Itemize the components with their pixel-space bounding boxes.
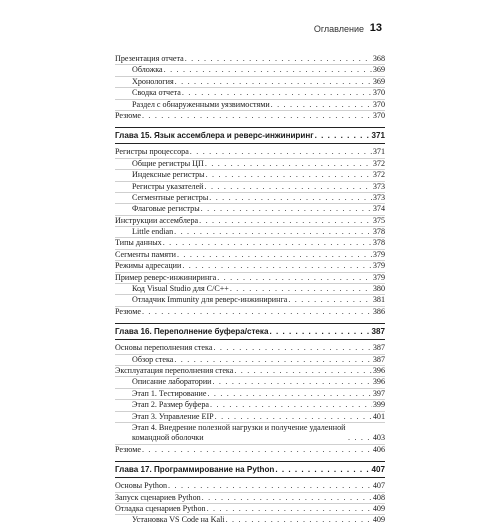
dot-leader <box>142 111 372 121</box>
dot-leader <box>213 343 371 353</box>
toc-entry-page: 373 <box>372 181 385 191</box>
toc-entry-page: 381 <box>372 295 385 305</box>
chapter-heading[interactable] <box>115 461 385 478</box>
toc-entry-title: Индексные регистры <box>132 170 205 180</box>
toc-entry-page: 369 <box>372 65 385 75</box>
toc-entry-page: 370 <box>372 99 385 109</box>
toc-entry[interactable] <box>115 294 385 305</box>
toc-entry[interactable] <box>115 388 385 399</box>
toc-entry-title: Установка VS Code на Kali <box>132 515 225 525</box>
toc-intro-block <box>115 54 385 121</box>
toc-entry-title: Отладчик Immunity для реверс-инжиниринга <box>132 295 288 305</box>
chapter-page: 387 <box>371 327 385 337</box>
toc-entry-page: 387 <box>372 354 385 364</box>
toc-entry[interactable] <box>115 181 385 192</box>
dot-leader <box>215 412 372 422</box>
page-number: 13 <box>369 22 382 34</box>
chapter-title: Глава 15. Язык ассемблера и реверс-инжиниринг <box>115 131 314 141</box>
dot-leader <box>174 227 372 237</box>
dot-leader <box>348 433 372 443</box>
chapter-title: Глава 17. Программирование на Python <box>115 465 275 475</box>
toc-entry-page: 372 <box>372 170 385 180</box>
toc-entry-page: 375 <box>372 215 385 225</box>
chapter-heading[interactable] <box>115 127 385 144</box>
dot-leader <box>230 284 372 294</box>
toc-entry[interactable] <box>115 514 385 525</box>
toc-entry-page: 407 <box>372 481 385 491</box>
toc-entry[interactable] <box>115 203 385 214</box>
chapter-page: 371 <box>371 131 385 141</box>
toc-entry-title: Хронология <box>132 76 174 86</box>
toc-entry-page: 399 <box>372 400 385 410</box>
dot-leader <box>205 159 372 169</box>
toc-entry-page: 370 <box>372 110 385 120</box>
dot-leader <box>288 295 372 305</box>
toc-entry-title: Сегменты памяти <box>115 249 176 259</box>
toc-entry-title: Код Visual Studio для C/C++ <box>132 284 229 294</box>
toc-entry[interactable] <box>115 215 385 226</box>
toc-entry-page: 396 <box>372 365 385 375</box>
toc-entry[interactable] <box>115 283 385 294</box>
toc-entry[interactable] <box>115 272 385 283</box>
toc-entry-page: 373 <box>372 192 385 202</box>
toc-entry-title: Этап 1. Тестирование <box>132 388 207 398</box>
chapter-entries <box>115 481 385 526</box>
toc-entry-title: Пример реверс-инжиниринга <box>115 272 217 282</box>
toc-entry[interactable] <box>115 365 385 376</box>
toc-entry[interactable] <box>115 110 385 121</box>
toc-entry[interactable] <box>115 87 385 98</box>
toc-entry[interactable] <box>115 249 385 260</box>
dot-leader <box>271 100 372 110</box>
toc-entry-title: Сегментные регистры <box>132 192 209 202</box>
dot-leader <box>182 261 372 271</box>
dot-leader <box>275 464 370 475</box>
toc-entry[interactable] <box>115 343 385 353</box>
dot-leader <box>207 389 371 399</box>
dot-leader <box>163 238 372 248</box>
toc-entry-page: 406 <box>372 444 385 454</box>
toc-entry-page: 396 <box>372 377 385 387</box>
toc-entry-page: 378 <box>372 227 385 237</box>
chapter-entries <box>115 343 385 455</box>
toc-entry-title: Основы Python <box>115 481 168 491</box>
dot-leader <box>315 130 371 141</box>
toc-entry-title: Резюме <box>115 306 141 316</box>
chapter-entries <box>115 147 385 317</box>
toc-entry-page: 379 <box>372 261 385 271</box>
toc-entry-page: 378 <box>372 238 385 248</box>
dot-leader <box>217 273 372 283</box>
dot-leader <box>177 250 372 260</box>
running-header-title: Оглавление <box>313 24 364 34</box>
toc-entry-title: Запуск сценариев Python <box>115 492 201 502</box>
dot-leader <box>202 493 372 503</box>
dot-leader <box>168 481 372 491</box>
toc-entry-page: 408 <box>372 492 385 502</box>
dot-leader <box>207 504 372 514</box>
table-of-contents <box>115 54 385 526</box>
toc-entry[interactable] <box>115 99 385 110</box>
dot-leader <box>234 366 372 376</box>
toc-entry-title: Общие регистры ЦП <box>132 158 204 168</box>
toc-entry-title: Сводка отчета <box>132 88 181 98</box>
dot-leader <box>209 193 372 203</box>
toc-entry-page: 379 <box>372 249 385 259</box>
dot-leader <box>185 54 372 64</box>
dot-leader <box>269 326 370 337</box>
dot-leader <box>212 377 371 387</box>
toc-entry[interactable] <box>115 147 385 157</box>
toc-entry-page: 387 <box>372 343 385 353</box>
toc-entry-page: 379 <box>372 272 385 282</box>
chapter-page: 407 <box>371 465 385 475</box>
toc-entry-page: 370 <box>372 88 385 98</box>
toc-entry-title: Инструкции ассемблера <box>115 215 199 225</box>
dot-leader <box>174 355 372 365</box>
dot-leader <box>210 400 372 410</box>
toc-entry[interactable] <box>115 306 385 317</box>
toc-entry[interactable] <box>115 399 385 410</box>
toc-entry-page: 409 <box>372 503 385 513</box>
toc-entry-title: Типы данных <box>115 238 162 248</box>
toc-entry-page: 368 <box>372 54 385 63</box>
toc-entry-title: Флаговые регистры <box>132 204 200 214</box>
toc-entry[interactable] <box>115 260 385 271</box>
toc-entry-page: 401 <box>372 411 385 421</box>
toc-entry-title: Описание лаборатории <box>132 377 212 387</box>
dot-leader <box>226 515 372 525</box>
toc-entry-title: Обложка <box>132 65 163 75</box>
dot-leader <box>142 445 372 455</box>
toc-entry-title: Регистры процессора <box>115 147 189 157</box>
toc-entry-title: Регистры указателей <box>132 181 204 191</box>
dot-leader <box>199 216 372 226</box>
toc-entry-title: Режимы адресации <box>115 261 182 271</box>
toc-entry[interactable] <box>115 237 385 248</box>
toc-entry[interactable] <box>115 376 385 387</box>
toc-entry-page: 386 <box>372 306 385 316</box>
toc-entry-title: Little endian <box>132 227 174 237</box>
toc-entry-title: Обзор стека <box>132 354 174 364</box>
dot-leader <box>205 182 372 192</box>
dot-leader <box>175 77 372 87</box>
toc-entry-title: Отладка сценариев Python <box>115 503 206 513</box>
toc-entry-title: Презентация отчета <box>115 54 184 63</box>
toc-entry[interactable] <box>115 226 385 237</box>
toc-entry-title: Основы переполнения стека <box>115 343 213 353</box>
toc-entry-page: 374 <box>372 204 385 214</box>
toc-entry[interactable] <box>115 76 385 87</box>
toc-entry-title: Этап 4. Внедрение полезной нагрузки и получение удаленной командной оболочки <box>132 422 346 443</box>
dot-leader <box>164 65 372 75</box>
toc-entry-page: 409 <box>372 515 385 525</box>
toc-entry[interactable] <box>115 64 385 75</box>
chapter-title: Глава 16. Переполнение буфера/стека <box>115 327 269 337</box>
toc-entry[interactable] <box>115 354 385 365</box>
toc-entry-title: Резюме <box>115 110 141 120</box>
toc-entry[interactable] <box>115 503 385 514</box>
toc-entry[interactable] <box>115 169 385 180</box>
toc-entry-title: Эксплуатация переполнения стека <box>115 365 234 375</box>
toc-entry[interactable] <box>115 492 385 503</box>
dot-leader <box>190 147 372 157</box>
toc-entry-page: 369 <box>372 76 385 86</box>
dot-leader <box>142 307 372 317</box>
toc-entry-page: 397 <box>372 388 385 398</box>
toc-entry-title: Раздел с обнаруженными уязвимостями <box>132 99 270 109</box>
toc-entry[interactable] <box>115 422 385 444</box>
toc-entry-page: 380 <box>372 284 385 294</box>
dot-leader <box>201 204 372 214</box>
toc-entry-page: 403 <box>372 433 385 443</box>
toc-entry[interactable] <box>115 444 385 455</box>
chapter-heading[interactable] <box>115 323 385 340</box>
dot-leader <box>206 170 372 180</box>
toc-entry[interactable] <box>115 54 385 64</box>
toc-entry[interactable] <box>115 158 385 169</box>
toc-entry[interactable] <box>115 192 385 203</box>
toc-entry-title: Этап 3. Управление EIP <box>132 411 214 421</box>
toc-entry[interactable] <box>115 411 385 422</box>
toc-entry-page: 372 <box>372 158 385 168</box>
toc-entry-title: Резюме <box>115 444 141 454</box>
toc-entry-title: Этап 2. Размер буфера <box>132 400 210 410</box>
toc-entry-page: 371 <box>372 147 385 157</box>
toc-entry[interactable] <box>115 481 385 491</box>
dot-leader <box>182 88 372 98</box>
page-header <box>0 22 500 38</box>
